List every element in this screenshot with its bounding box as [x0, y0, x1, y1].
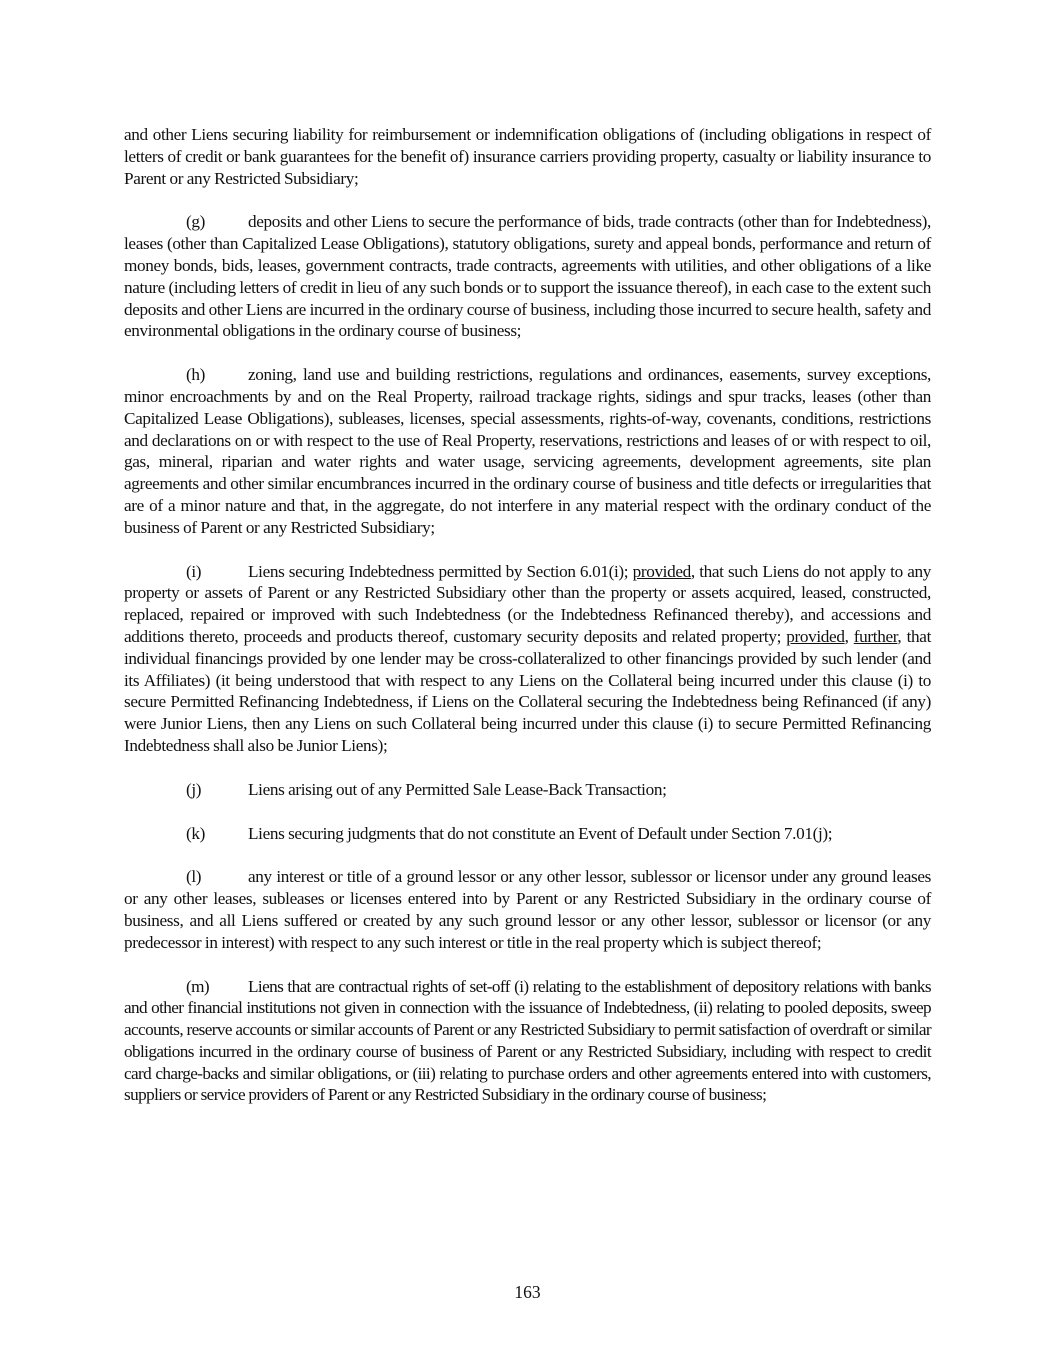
clause-m	[124, 976, 931, 1107]
clause-text: , that individual financings provided by one lender may be cross-collateralized to other financings provided by such lender (and its Affiliates) (it being understood that with respect to any Liens on the Collateral being incurred under this clause (i) to secure Permitted Refinancing Indebtedness, if Liens on the Collateral securing the Indebtedness being Refinanced (if any) were Junior Liens, then any Liens on such Collateral being incurred under this clause (i) to secure Permitted Refinancing Indebtedness shall also be Junior Liens);	[124, 626, 931, 755]
clause-text: any interest or title of a ground lessor or any other lessor, sublessor or licensor under any ground leases or any other leases, subleases or licenses entered into by Parent or any Restricted Subsidiary in the ordinary course of business, and all Liens suffered or created by any such ground lessor or any other lessor, sublessor or licensor (or any predecessor in interest) with respect to any such interest or title in the real property which is subject thereof;	[124, 867, 931, 952]
clause-label: (k)	[186, 823, 205, 843]
clause-label: (j)	[186, 779, 202, 799]
page-number: 163	[514, 1282, 541, 1302]
clause-label: (m)	[186, 976, 210, 996]
clause-j	[124, 779, 931, 801]
clause-i	[124, 561, 931, 757]
clause-text: and other Liens securing liability for reimbursement or indemnification obligations of (including obligations in respect of letters of credit or bank guarantees for the benefit of) insurance carriers providing property, casualty or liability insurance to Parent or any Restricted Subsidiary;	[124, 125, 931, 188]
clause-text: ,	[844, 626, 854, 646]
clause-text: Liens securing Indebtedness permitted by Section 6.01(i);	[248, 561, 633, 581]
clause-g	[124, 211, 931, 342]
clause-label: (l)	[186, 867, 202, 887]
clause-label: (i)	[186, 561, 202, 581]
clause-f-cont	[124, 124, 931, 189]
defined-term-emphasis: further	[853, 626, 898, 646]
document-page	[124, 124, 931, 1128]
clause-l	[124, 866, 931, 953]
clause-text: Liens arising out of any Permitted Sale Lease-Back Transaction;	[248, 779, 667, 799]
clause-text: , that such Liens do not apply to any property or assets of Parent or any Restricted Subsidiary other than the property or assets acquired, leased, constructed, replaced, repaired or improved with such Indebtedness (or the Indebtedness Refinanced thereby), and accessions and additions thereto, proceeds and products thereof, customary security deposits and related property;	[124, 561, 931, 646]
clause-text: Liens that are contractual rights of set-off (i) relating to the establishment of depository relations with banks and other financial institutions not given in connection with the issuance of Indebtedness, (ii) relating to pooled deposits, sweep accounts, reserve accounts or similar accounts of Parent or any Restricted Subsidiary to permit satisfaction of overdraft or similar obligations incurred in the ordinary course of business of Parent or any Restricted Subsidiary, including with respect to credit card charge-backs and similar obligations, or (iii) relating to purchase orders and other agreements entered into with customers, suppliers or service providers of Parent or any Restricted Subsidiary in the ordinary course of business;	[124, 976, 931, 1105]
clause-text: zoning, land use and building restrictions, regulations and ordinances, easements, survey exceptions, minor encroachments by and on the Real Property, railroad trackage rights, sidings and spur tracks, leases (other than Capitalized Lease Obligations), subleases, licenses, special assessments, rights-of-way, covenants, conditions, restrictions and declarations on or with respect to the use of Real Property, reservations, restrictions and leases of or with respect to oil, gas, mineral, riparian and water rights and water usage, servicing agreements, development agreements, site plan agreements and other similar encumbrances incurred in the ordinary course of business and title defects or irregularities that are of a minor nature and that, in the aggregate, do not interfere in any material respect with the ordinary conduct of the business of Parent or any Restricted Subsidiary;	[124, 365, 931, 537]
clause-label: (g)	[186, 212, 205, 232]
defined-term-emphasis: provided	[632, 561, 691, 581]
defined-term-emphasis: provided	[786, 626, 845, 646]
clause-h	[124, 364, 931, 538]
clause-text: deposits and other Liens to secure the performance of bids, trade contracts (other than for Indebtedness), leases (other than Capitalized Lease Obligations), statutory obligations, surety and appeal bonds, performance and return of money bonds, bids, leases, government contracts, trade contracts, agreements with utilities, and other obligations of a like nature (including letters of credit in lieu of any such bonds or to support the issuance thereof), in each case to the extent such deposits and other Liens are incurred in the ordinary course of business, including those incurred to secure health, safety and environmental obligations in the ordinary course of business;	[124, 212, 931, 341]
clause-text: Liens securing judgments that do not constitute an Event of Default under Section 7.01(j);	[248, 823, 833, 843]
clause-label: (h)	[186, 365, 205, 385]
clause-k	[124, 823, 931, 845]
